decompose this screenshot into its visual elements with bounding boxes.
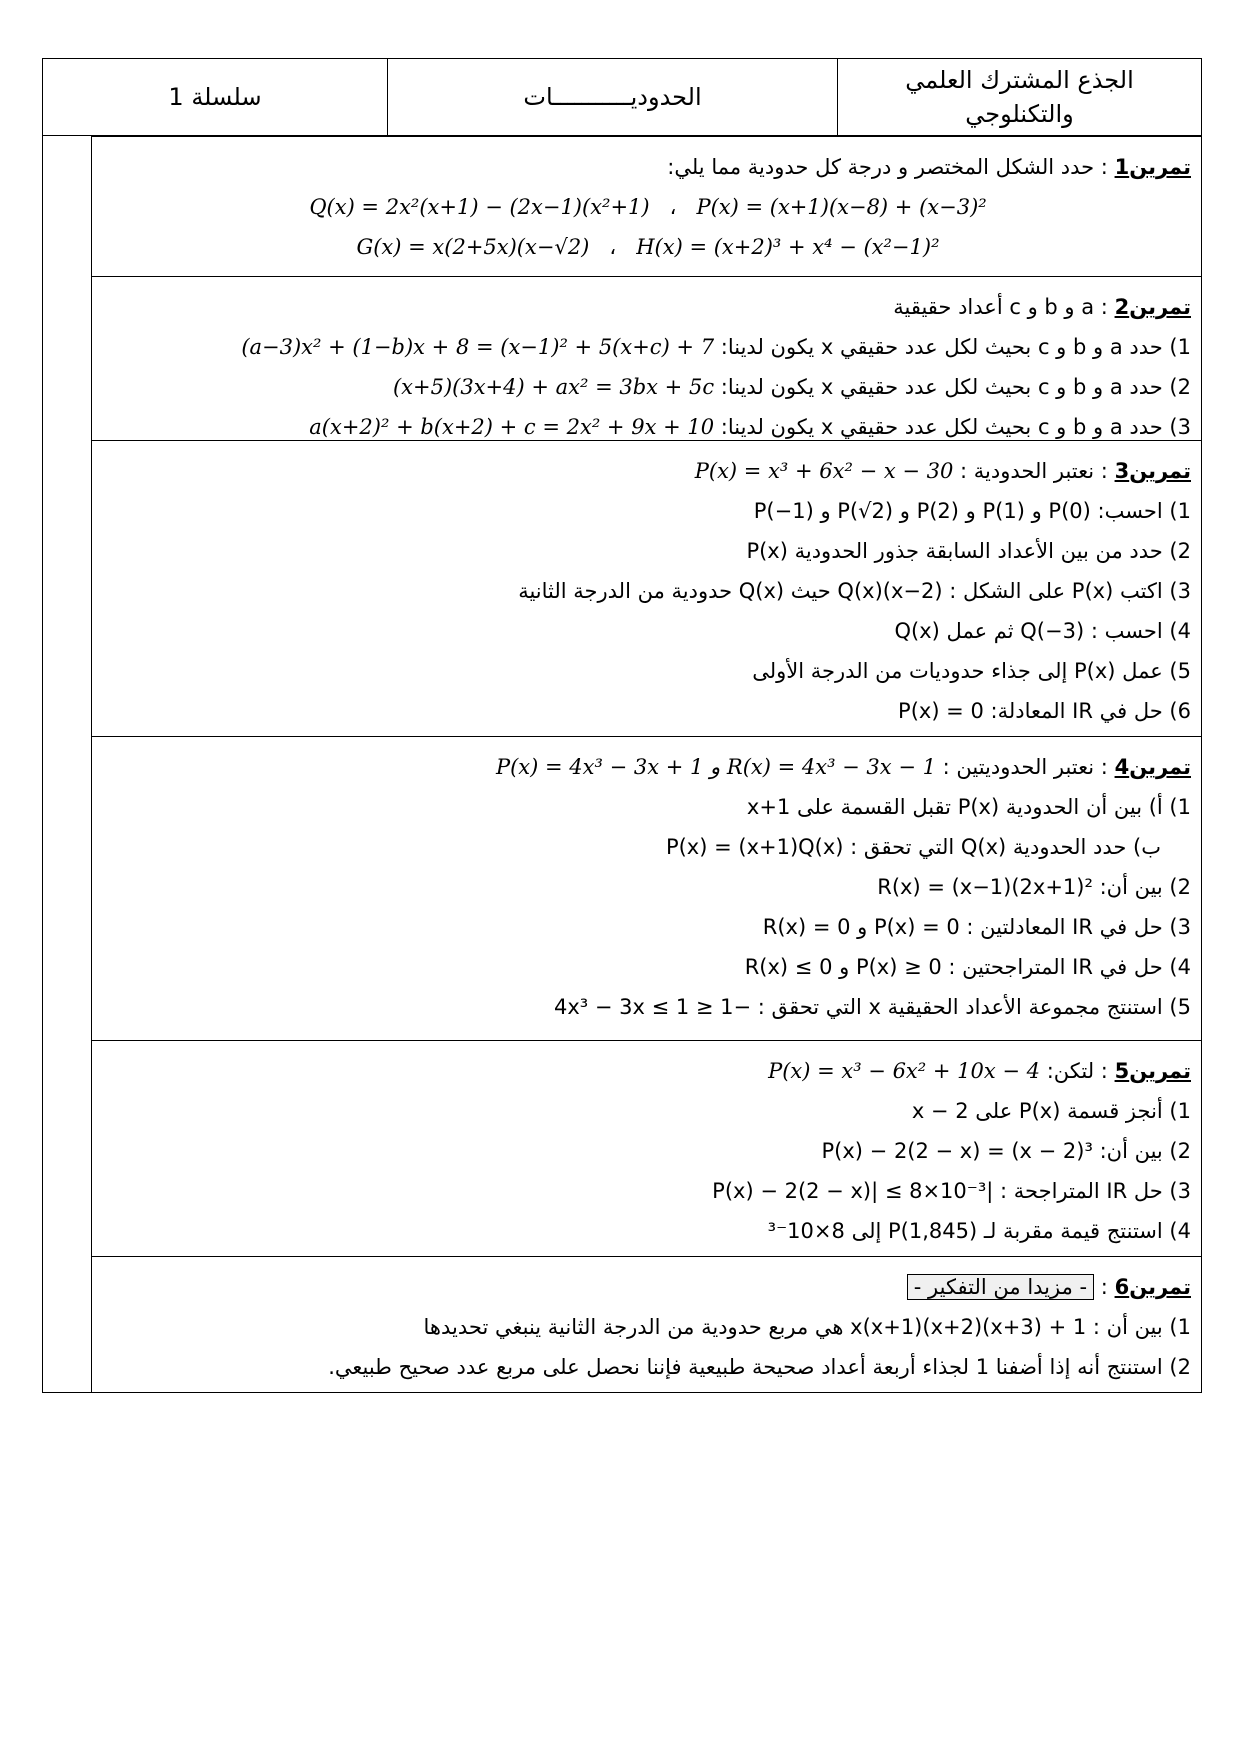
exercise-title: تمرين3	[1114, 459, 1191, 483]
challenge-tag: - مزيدا من التفكير -	[907, 1274, 1094, 1300]
exercise-statement: : نعتبر الحدودية :	[960, 459, 1108, 483]
exercise-3	[91, 440, 1201, 736]
question-1: 1) بين أن : x(x+1)(x+2)(x+3) + 1 هي مربع حدودية من الدرجة الثانية ينبغي تحديدها	[423, 1315, 1191, 1339]
question-1b: ب) حدد الحدودية Q(x) التي تحقق : P(x) = (x+1)Q(x)	[665, 835, 1161, 859]
question-2: 2) استنتج أنه إذا أضفنا 1 لجذاء أربعة أعداد صحيحة طبيعية فإننا نحصل على مربع عدد صحيح طبيعي.	[328, 1355, 1191, 1379]
level-label	[837, 59, 1201, 135]
question-2: 2) بين أن: P(x) − 2(2 − x) = (x − 2)³	[821, 1139, 1191, 1163]
polynomial-definition: P(x) = 4x³ − 3x + 1 و R(x) = 4x³ − 3x − 1	[495, 755, 936, 779]
formula-G: G(x) = x(2+5x)(x−√2)	[356, 235, 590, 259]
question-2: 2) حدد a و b و c بحيث لكل عدد حقيقي x يكون لدينا:	[720, 375, 1191, 399]
exercise-title: تمرين5	[1114, 1059, 1191, 1083]
question-4: 4) حل في IR المتراجحتين : P(x) ≥ 0 و R(x) ≤ 0	[744, 955, 1191, 979]
exercise-6: تمرين6 : - مزيدا من التفكير - 1) بين أن : x(x+1)(x+2)(x+3) + 1 هي مربع حدودية من الدرجة الثانية ينبغي تحديدها 2) استنتج أنه إذا أضفنا 1 لجذاء أربعة أعداد صحيحة طبيعية فإننا نحصل على مربع عدد صحيح طبيعي.	[91, 1256, 1201, 1392]
exercise-statement: : حدد الشكل المختصر و درجة كل حدودية مما يلي:	[667, 155, 1108, 179]
exercise-statement: : لتكن:	[1046, 1059, 1108, 1083]
question-6: 6) حل في IR المعادلة: P(x) = 0	[898, 699, 1191, 723]
question-2: 2) بين أن: R(x) = (x−1)(2x+1)²	[877, 875, 1191, 899]
series-label: سلسلة 1	[168, 83, 262, 111]
question-5: 5) استنتج مجموعة الأعداد الحقيقية x التي تحقق : −1 ≤ 4x³ − 3x ≤ 1	[553, 995, 1191, 1019]
level-line-1: الجذع المشترك العلمي	[905, 66, 1134, 94]
question-2: 2) حدد من بين الأعداد السابقة جذور الحدودية P(x)	[746, 539, 1191, 563]
header-table	[42, 58, 1202, 136]
question-1-formula: (a−3)x² + (1−b)x + 8 = (x−1)² + 5(x+c) + 7	[241, 335, 715, 359]
exercise-5	[91, 1040, 1201, 1256]
exercise-title: تمرين6	[1114, 1275, 1191, 1299]
question-4: 4) استنتج قيمة مقربة لـ P(1,845) إلى 8×10⁻³	[767, 1219, 1191, 1243]
separator: ،	[669, 195, 677, 219]
worksheet	[42, 58, 1202, 1393]
question-5: 5) عمل P(x) إلى جذاء حدوديات من الدرجة الأولى	[752, 659, 1191, 683]
formula-Q: Q(x) = 2x²(x+1) − (2x−1)(x²+1)	[309, 195, 650, 219]
exercise-statement: : نعتبر الحدوديتين :	[942, 755, 1108, 779]
level-line-2: والتكنلوجي	[965, 100, 1074, 128]
question-3: 3) حدد a و b و c بحيث لكل عدد حقيقي x يكون لدينا:	[720, 415, 1191, 439]
exercise-title: تمرين2	[1114, 295, 1191, 319]
formula-H: H(x) = (x+2)³ + x⁴ − (x²−1)²	[636, 235, 940, 259]
question-1: 1) احسب: P(0) و P(1) و P(2) و P(√2) و P(−1)	[753, 499, 1191, 523]
question-1: 1) حدد a و b و c بحيث لكل عدد حقيقي x يكون لدينا:	[720, 335, 1191, 359]
topic-label: الحدوديـــــــــــات	[387, 59, 837, 135]
formula-P: P(x) = (x+1)(x−8) + (x−3)²	[696, 195, 987, 219]
exercise-title: تمرين1	[1114, 155, 1191, 179]
question-3: 3) حل IR المتراجحة : |P(x) − 2(2 − x)| ≤ 8×10⁻³	[712, 1179, 1191, 1203]
exercise-table	[42, 136, 1202, 1393]
question-1a: 1) أ) بين أن الحدودية P(x) تقبل القسمة على x+1	[746, 795, 1191, 819]
polynomial-definition: P(x) = x³ + 6x² − x − 30	[694, 459, 954, 483]
question-1: 1) أنجز قسمة P(x) على x − 2	[911, 1099, 1191, 1123]
separator: ،	[609, 235, 617, 259]
question-3-formula: a(x+2)² + b(x+2) + c = 2x² + 9x + 10	[309, 415, 715, 439]
question-4: 4) احسب : Q(−3) ثم عمل Q(x)	[894, 619, 1191, 643]
exercise-2	[91, 276, 1201, 440]
left-margin-column	[43, 136, 92, 1392]
question-3: 3) حل في IR المعادلتين : P(x) = 0 و R(x) = 0	[762, 915, 1191, 939]
exercise-title: تمرين4	[1114, 755, 1191, 779]
exercise-1	[91, 136, 1201, 276]
exercise-statement: : a و b و c أعداد حقيقية	[893, 295, 1108, 319]
question-2-formula: (x+5)(3x+4) + ax² = 3bx + 5c	[392, 375, 715, 399]
polynomial-definition: P(x) = x³ − 6x² + 10x − 4	[768, 1059, 1041, 1083]
exercise-4	[91, 736, 1201, 1040]
question-3: 3) اكتب P(x) على الشكل : (x−2)Q(x) حيث Q(x) حدودية من الدرجة الثانية	[518, 579, 1191, 603]
